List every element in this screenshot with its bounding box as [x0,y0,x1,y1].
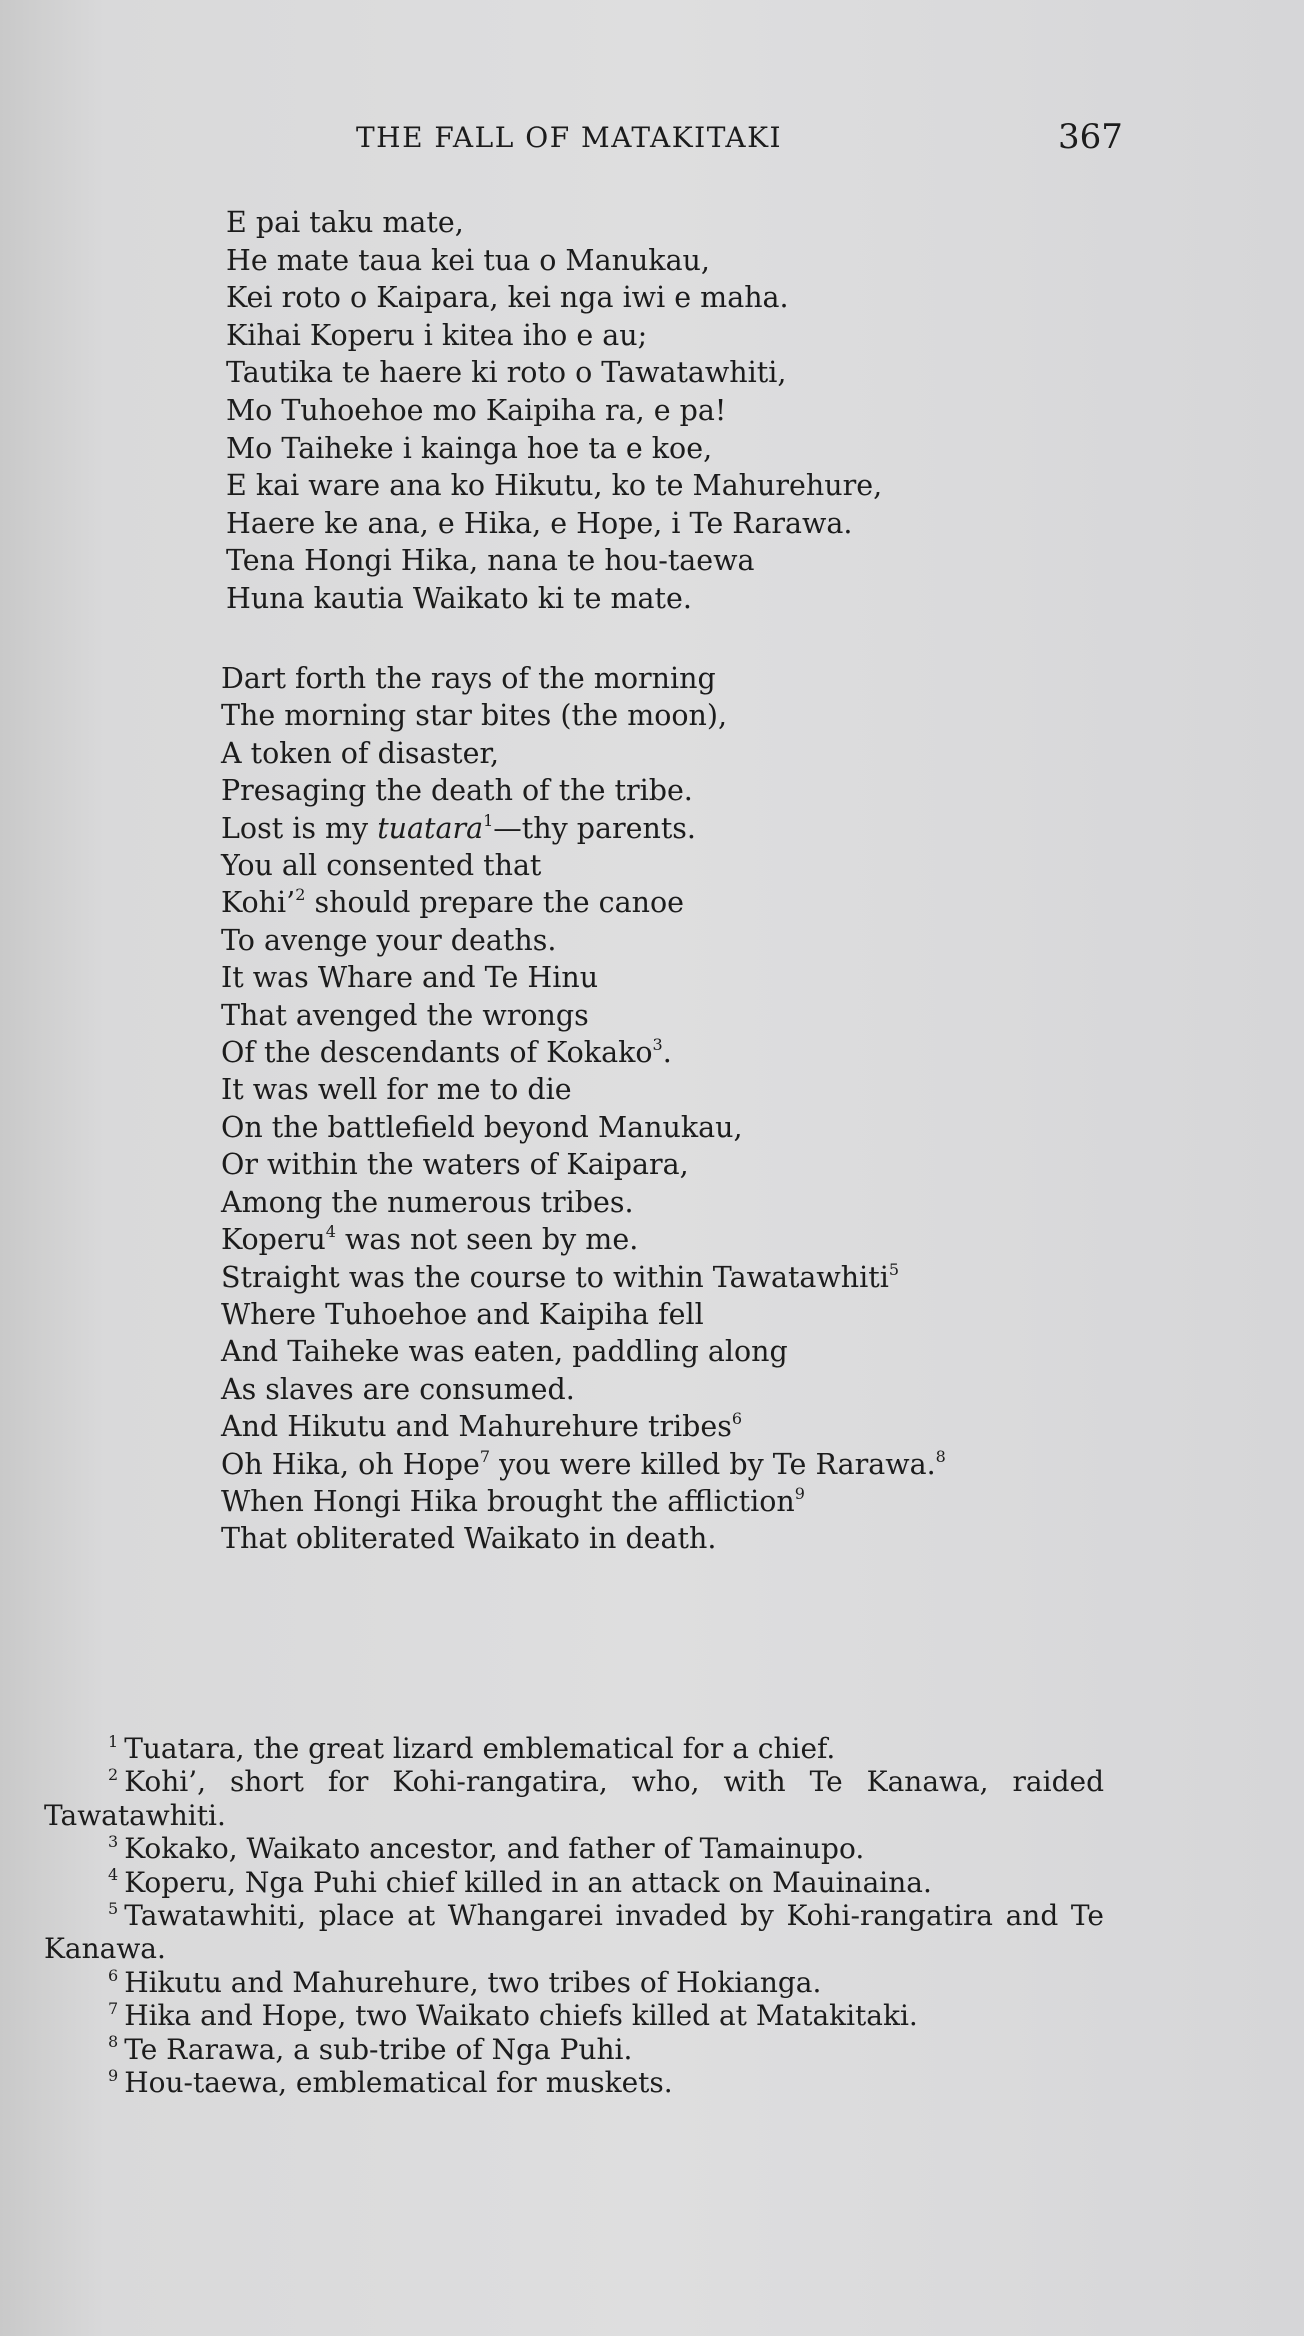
footnote-number: 1 [108,1731,119,1751]
footnote-ref: 3 [652,1035,663,1055]
footnote-ref: 2 [295,885,306,905]
translation-line: When Hongi Hika brought the affliction$^9$ [221,1483,805,1518]
verse-line: E pai taku mate, [226,206,464,239]
footnote-number: 3 [108,1832,119,1852]
translation-line: And Taiheke was eaten, paddling along [221,1335,788,1369]
footnote-number: 4 [108,1865,119,1885]
footnote-ref: 9 [794,1483,805,1503]
translation-line: To avenge your deaths. [221,923,557,957]
translation-line: Where Tuhoehoe and Kaipiha fell [221,1297,704,1331]
verse-line: Mo Tuhoehoe mo Kaipiha ra, e pa! [226,393,727,427]
footnote-ref: 4 [325,1222,336,1242]
footnote-ref: 8 [935,1446,946,1466]
translation-line: Lost is my tuatara$^1$—thy parents. [221,810,696,845]
footnote-ref: 5 [888,1259,900,1279]
page-number: 367 [1058,117,1123,157]
translation-line: Straight was the course to within Tawatawhiti$^5$ [221,1259,900,1294]
maori-stanza [226,204,882,618]
footnote-number: 8 [108,2032,119,2052]
footnotes [44,1732,1104,2099]
italic-word: tuatara [377,811,484,845]
verse-line: Tautika te haere ki roto o Tawatawhiti, [226,356,787,390]
translation-line: On the battlefield beyond Manukau, [221,1110,743,1144]
translation-line: As slaves are consumed. [221,1372,575,1406]
translation-line: Presaging the death of the tribe. [221,774,693,808]
footnote: $^1$ Tuatara, the great lizard emblematical for a chief. [108,1731,836,1765]
footnote-number: 9 [108,2065,119,2085]
translation-line: That obliterated Waikato in death. [221,1522,717,1556]
translation-line: Oh Hika, oh Hope$^7$ you were killed by Te Rarawa.$^8$ [221,1446,946,1481]
footnote-ref: 6 [731,1409,743,1429]
footnote: $^4$ Koperu, Nga Puhi chief killed in an attack on Mauinaina. [108,1865,932,1899]
footnote-number: 2 [108,1765,119,1785]
footnote: $^9$ Hou-taewa, emblematical for muskets. [108,2065,673,2100]
footnote-number: 6 [108,1965,119,1985]
verse-line: Mo Taiheke i kainga hoe ta e koe, [226,431,713,465]
verse-line: Kihai Koperu i kitea iho e au; [226,318,648,352]
translation-line: The morning star bites (the moon), [221,699,728,733]
footnote-number: 7 [108,1999,119,2019]
footnote: $^2$ Kohi’, short for Kohi-rangatira, who, with Te Kanawa, raided Tawatawhiti. [44,1765,1104,1832]
verse-line: Haere ke ana, e Hika, e Hope, i Te Rarawa. [226,506,853,540]
footnote-ref: 1 [483,810,494,830]
footnote: $^7$ Hika and Hope, two Waikato chiefs killed at Matakitaki. [108,1999,918,2033]
translation-line: It was Whare and Te Hinu [221,961,599,995]
translation-line: That avenged the wrongs [221,998,589,1032]
translation-line: It was well for me to die [221,1073,572,1107]
footnote: $^6$ Hikutu and Mahurehure, two tribes of Hokianga. [108,1965,822,1999]
translation-line: Among the numerous tribes. [221,1185,634,1219]
translation-line: Or within the waters of Kaipara, [221,1148,689,1182]
translation-line: And Hikutu and Mahurehure tribes$^6$ [221,1409,743,1444]
footnote-ref: 7 [479,1446,491,1466]
running-header: THE FALL OF MATAKITAKI [356,121,783,154]
translation-line: Dart forth the rays of the morning [221,662,716,695]
footnote: $^3$ Kokako, Waikato ancestor, and father of Tamainupo. [108,1832,865,1866]
verse-line: Tena Hongi Hika, nana te hou-taewa [226,544,755,578]
translation-line: You all consented that [221,849,542,883]
verse-line: Kei roto o Kaipara, kei nga iwi e maha. [226,281,789,315]
verse-line: Huna kautia Waikato ki te mate. [226,581,692,615]
footnote: $^8$ Te Rarawa, a sub-tribe of Nga Puhi. [108,2032,633,2066]
translation-line: A token of disaster, [221,736,500,770]
verse-line: E kai ware ana ko Hikutu, ko te Mahurehure, [226,469,883,503]
translation-line: Koperu$^4$ was not seen by me. [221,1222,639,1257]
translation-line: Of the descendants of Kokako$^3$. [221,1035,672,1070]
footnote-number: 5 [108,1898,119,1918]
footnote: $^5$ Tawatawhiti, place at Whangarei invaded by Kohi-rangatira and Te Kanawa. [44,1898,1104,1966]
translation-line: Kohi’$^2$ should prepare the canoe [221,885,684,920]
verse-line: He mate taua kei tua o Manukau, [226,243,710,277]
english-translation [221,660,946,1558]
